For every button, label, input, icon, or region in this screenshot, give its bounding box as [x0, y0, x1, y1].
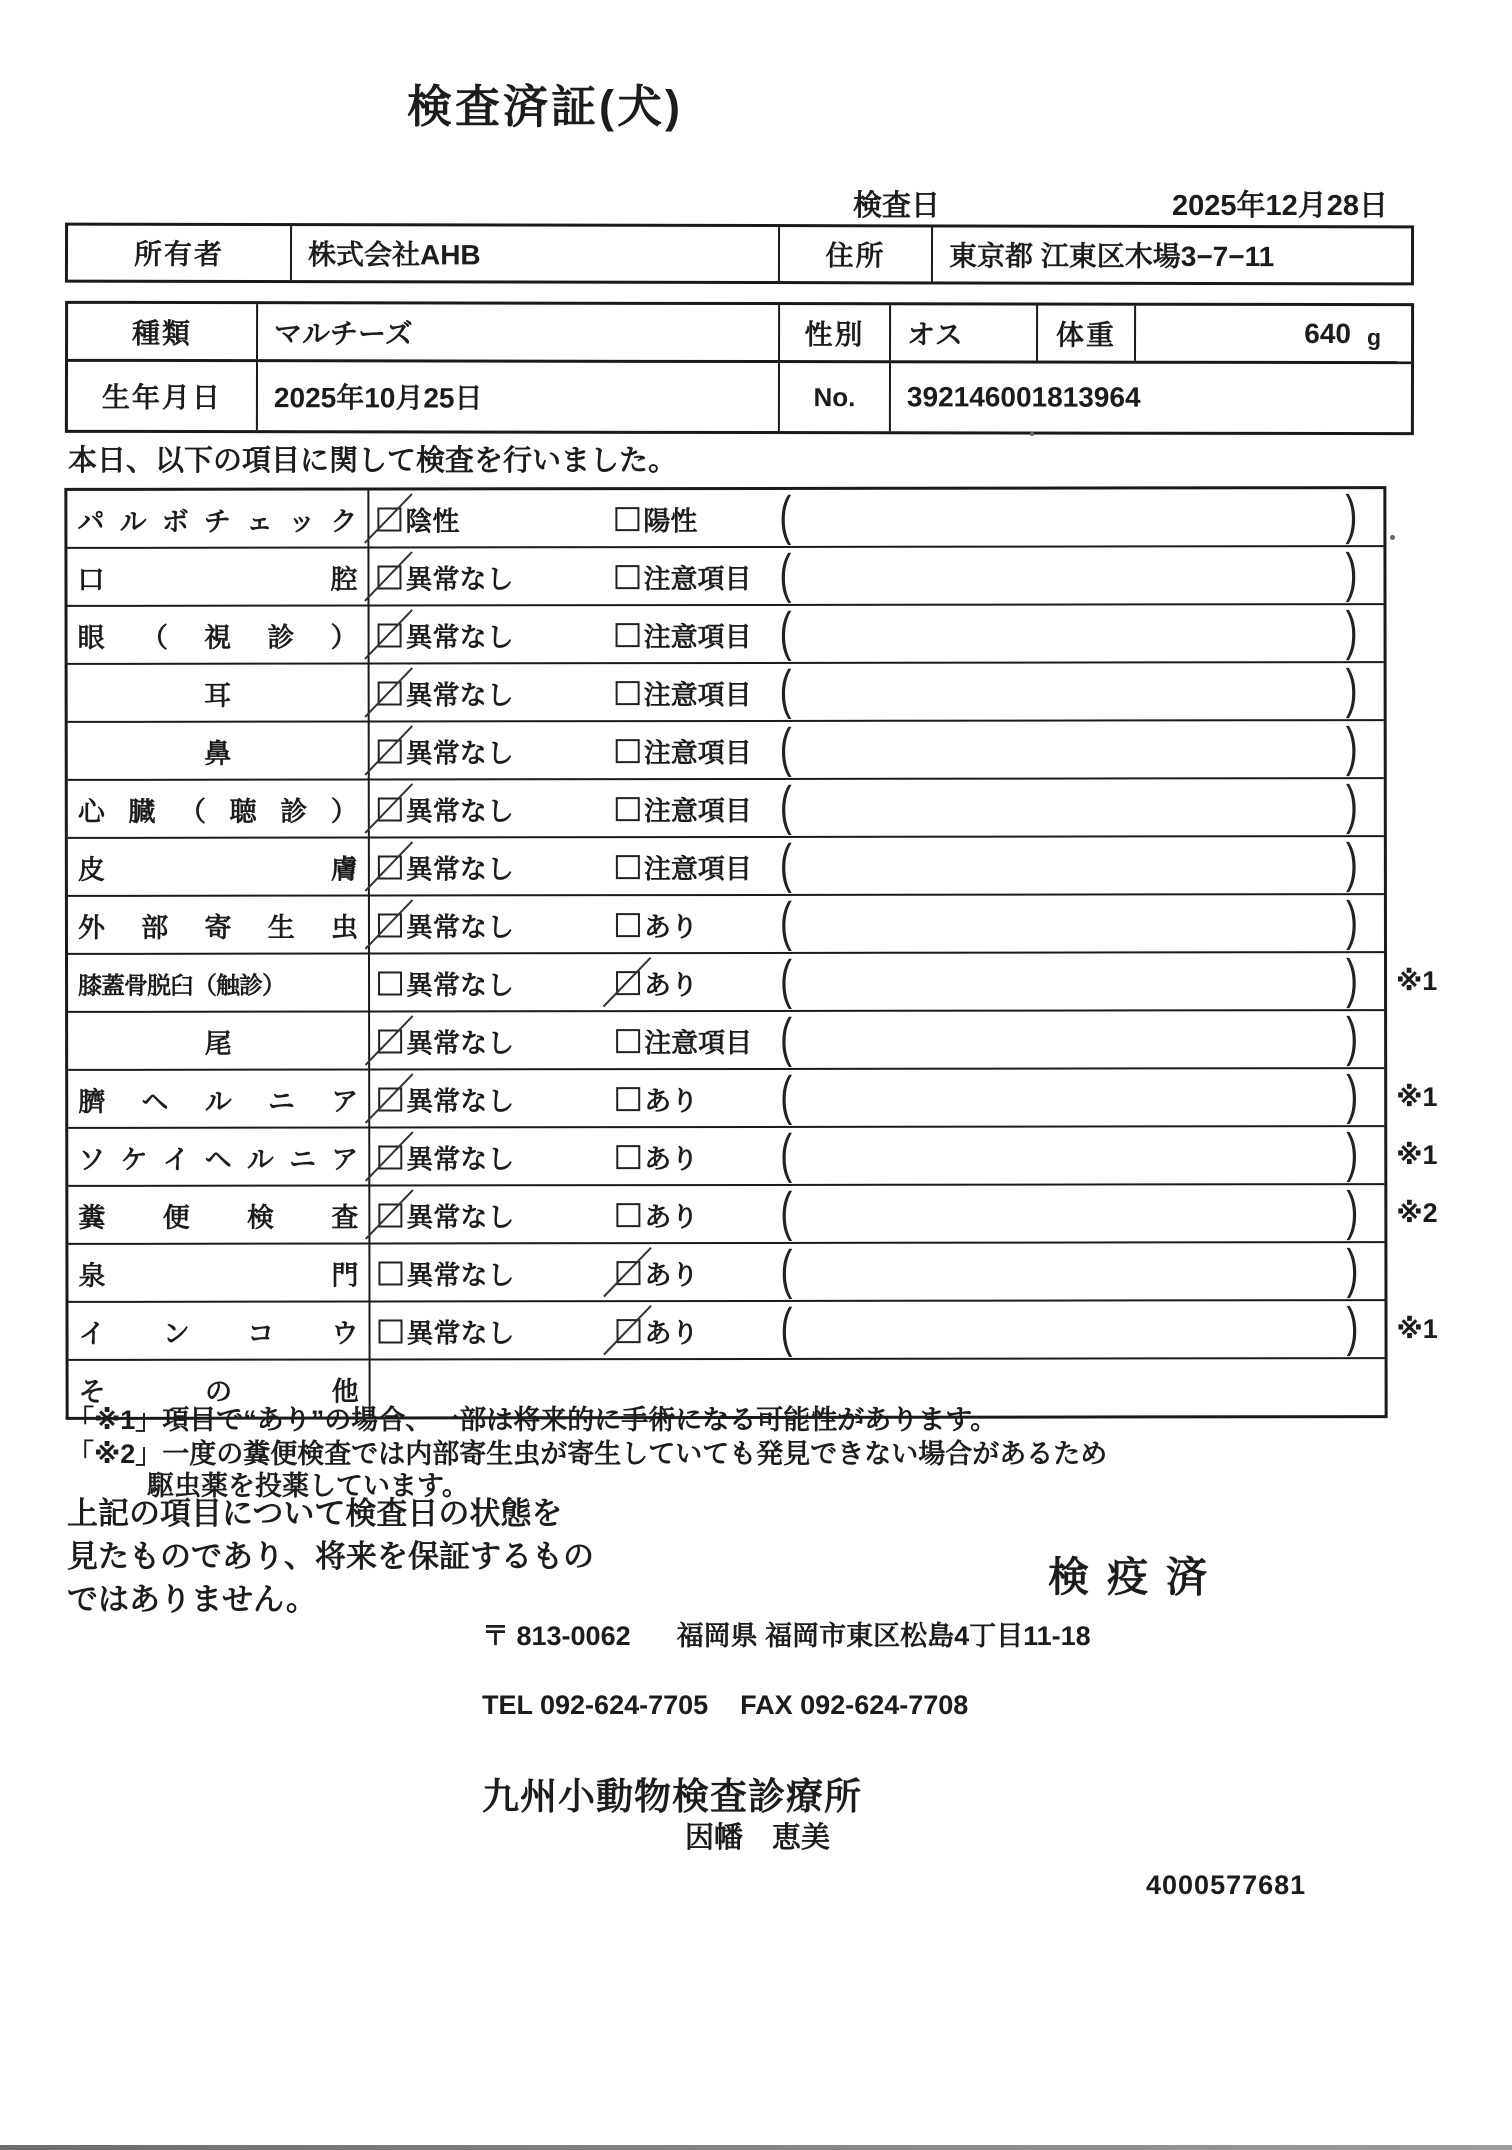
option1-label: 異常なし [405, 795, 514, 826]
option2 [616, 780, 752, 836]
disclaimer-line-2: 見たものであり、将来を保証するもの [67, 1539, 594, 1574]
option1-label: 異常なし [406, 1201, 515, 1232]
option2 [616, 606, 752, 662]
exam-item-label: イ ン コ ウ [68, 1302, 370, 1358]
owner-value: 株式会社AHB [290, 226, 778, 281]
disclaimer [67, 1492, 594, 1621]
option2 [616, 1244, 698, 1300]
option1 [378, 664, 514, 720]
option1-label: 異常なし [406, 1027, 515, 1058]
exam-row [68, 1121, 1438, 1185]
checkbox-option2 [616, 1087, 640, 1111]
option1-label: 異常なし [406, 1085, 515, 1116]
open-paren: ( [779, 716, 792, 778]
option1-label: 異常なし [405, 679, 514, 710]
close-paren: ) [1345, 889, 1358, 952]
exam-table [64, 483, 1438, 1420]
option2-label: 注意項目 [643, 853, 752, 884]
option1 [378, 606, 514, 662]
open-paren: ( [780, 1006, 793, 1068]
option2-label: あり [644, 1317, 699, 1348]
exam-row [68, 715, 1384, 779]
option2 [615, 490, 697, 546]
clinic-tel-line [482, 1690, 968, 1721]
exam-row [68, 1063, 1438, 1127]
option2 [616, 1012, 752, 1068]
option2 [616, 1186, 698, 1242]
close-paren: ) [1345, 947, 1359, 1010]
checkbox-option1 [378, 913, 402, 937]
close-paren: ) [1345, 715, 1358, 778]
exam-note: ※1 [1396, 1139, 1438, 1170]
serial-number: 4000577681 [1146, 1870, 1307, 1900]
birth-label: 生年月日 [101, 381, 222, 414]
sex-label: 性別 [778, 305, 889, 360]
scan-speck [1030, 432, 1034, 436]
exam-item-label: 耳 [68, 664, 370, 720]
exam-row [68, 889, 1384, 953]
examiner-name: 因幡 恵美 [685, 1822, 831, 1854]
close-paren: ) [1346, 1121, 1359, 1184]
footnote-2: 「※2」一度の糞便検査では内部寄生虫が寄生していても発見できない場合があるため [67, 1439, 1108, 1469]
close-paren: ) [1345, 599, 1358, 662]
open-paren: ( [779, 774, 792, 836]
exam-item-label: ソ ケ イ ヘ ル ニ ア [68, 1128, 370, 1184]
exam-row [68, 773, 1384, 837]
option2 [616, 1128, 698, 1184]
exam-row [68, 831, 1384, 895]
exam-options [370, 1063, 1384, 1126]
exam-options [370, 831, 1384, 894]
exam-row [68, 599, 1384, 663]
option1 [378, 1128, 514, 1184]
exam-note: ※1 [1396, 965, 1438, 996]
option1 [378, 1244, 514, 1300]
exam-row [68, 947, 1438, 1011]
open-paren: ( [779, 658, 792, 720]
checkbox-option1 [377, 507, 401, 531]
exam-options [369, 541, 1383, 604]
option2 [616, 1302, 698, 1358]
close-paren: ) [1346, 1179, 1359, 1242]
clinic-address: 福岡県 福岡市東区松島4丁目11-18 [676, 1621, 1091, 1651]
open-paren: ( [779, 890, 792, 952]
option1-label: 異常なし [406, 1317, 515, 1348]
birth-value: 2025年10月25日 [256, 362, 778, 431]
option2 [616, 896, 698, 952]
option2 [616, 838, 752, 894]
checkbox-option2 [616, 739, 640, 763]
checkbox-option1 [378, 797, 402, 821]
sex-value: オス [889, 305, 1036, 360]
disclaimer-line-1: 上記の項目について検査日の状態を [67, 1496, 563, 1531]
option2 [616, 954, 698, 1010]
open-paren: ( [780, 1296, 793, 1358]
checkbox-option2 [616, 681, 640, 705]
open-paren: ( [780, 1064, 793, 1126]
exam-row [67, 541, 1383, 605]
exam-item-label: 外 部 寄 生 虫 [68, 896, 370, 952]
owner-label: 所有者 [133, 238, 225, 270]
option1 [378, 722, 514, 778]
exam-item-label: 泉 門 [68, 1244, 370, 1300]
open-paren: ( [779, 948, 793, 1010]
footnote-1: 「※1」項目で“あり”の場合、一部は将来的に手術になる可能性があります。 [67, 1405, 998, 1435]
exam-item-label: 尾 [68, 1012, 370, 1068]
checkbox-option2 [615, 507, 639, 531]
close-paren: ) [1345, 483, 1358, 546]
owner-table [65, 223, 1414, 286]
checkbox-option2 [616, 1145, 640, 1169]
option2-label: 注意項目 [643, 563, 752, 594]
weight-label: 体重 [1036, 306, 1134, 361]
exam-options [370, 773, 1384, 836]
option1-label: 陰性 [405, 505, 460, 536]
clinic-postal-code: 〒 813-0062 [482, 1621, 631, 1651]
exam-item-label: 糞 便 検 査 [68, 1186, 370, 1242]
option2-label: 注意項目 [643, 621, 752, 652]
checkbox-option2 [616, 855, 640, 879]
option2-label: あり [644, 969, 699, 1000]
clinic-name: 九州小動物検査診療所 [482, 1776, 862, 1817]
exam-options [370, 1121, 1384, 1184]
option1-label: 異常なし [406, 1259, 515, 1290]
address-value: 東京都 江東区木場3−7−11 [931, 227, 1405, 282]
species-label: 種類 [132, 317, 193, 349]
checkbox-option2 [617, 1319, 641, 1343]
checkbox-option1 [378, 1203, 402, 1227]
checkbox-option2 [616, 1029, 640, 1053]
no-label: No. [778, 363, 889, 431]
open-paren: ( [780, 1122, 793, 1184]
exam-item-label: 心 臓 （ 聴 診 ） [68, 780, 370, 836]
close-paren: ) [1345, 541, 1358, 604]
exam-item-label: 膝蓋骨脱臼（触診） [68, 954, 370, 1010]
option1-label: 異常なし [405, 911, 514, 942]
clinic-postal-line [482, 1614, 1091, 1653]
exam-row [68, 1179, 1438, 1243]
close-paren: ) [1345, 657, 1358, 720]
weight-unit: g [1366, 324, 1382, 351]
exam-options [370, 947, 1384, 1010]
option2 [616, 1070, 698, 1126]
exam-row [68, 657, 1384, 721]
intro-text: 本日、以下の項目に関して検査を行いました。 [68, 445, 678, 477]
option1-label: 異常なし [405, 737, 514, 768]
clinic-tel: TEL 092-624-7705 [482, 1690, 709, 1720]
exam-item-label: 眼 （ 視 診 ） [68, 606, 370, 662]
checkbox-option2 [616, 913, 640, 937]
exam-note: ※1 [1396, 1313, 1438, 1344]
open-paren: ( [779, 600, 792, 662]
close-paren: ) [1346, 1063, 1359, 1126]
option1 [378, 954, 514, 1010]
quarantine-stamp: 検疫済 [1048, 1554, 1225, 1600]
exam-options [370, 889, 1384, 952]
exam-options [370, 1005, 1384, 1068]
exam-item-label: 臍 ヘ ル ニ ア [68, 1070, 370, 1126]
checkbox-option2 [616, 1261, 640, 1285]
scan-edge-artifact [0, 2145, 1512, 2150]
exam-row [68, 1237, 1384, 1301]
option2-label: あり [644, 1085, 699, 1116]
option1 [377, 490, 459, 546]
scan-speck [1390, 535, 1395, 540]
option1-label: 異常なし [406, 1143, 515, 1174]
option2-label: あり [643, 911, 698, 942]
option1 [378, 1012, 514, 1068]
checkbox-option2 [616, 971, 640, 995]
checkbox-option1 [378, 681, 402, 705]
option2-label: あり [644, 1259, 699, 1290]
option2 [616, 722, 752, 778]
option1 [377, 548, 513, 604]
checkbox-option2 [615, 565, 639, 589]
animal-table [65, 301, 1414, 435]
exam-note: ※1 [1396, 1081, 1438, 1112]
checkbox-option1 [378, 1145, 402, 1169]
close-paren: ) [1346, 1237, 1359, 1300]
checkbox-option1 [378, 1261, 402, 1285]
checkbox-option2 [616, 1203, 640, 1227]
exam-item-label: そ の 他 [69, 1360, 371, 1416]
option1-label: 異常なし [406, 969, 515, 1000]
option2-label: 注意項目 [644, 1027, 753, 1058]
open-paren: ( [779, 832, 792, 894]
checkbox-option1 [378, 1087, 402, 1111]
option1 [378, 780, 514, 836]
species-value: マルチーズ [256, 304, 778, 360]
option1-label: 異常なし [405, 621, 514, 652]
checkbox-option1 [378, 971, 402, 995]
close-paren: ) [1346, 1005, 1359, 1068]
option2-label: 注意項目 [643, 795, 752, 826]
option2 [615, 548, 751, 604]
exam-item-label: 口 腔 [67, 548, 369, 604]
close-paren: ) [1346, 1295, 1359, 1358]
checkbox-option2 [616, 623, 640, 647]
page-title: 検査済証(犬) [407, 81, 683, 132]
close-paren: ) [1345, 831, 1358, 894]
open-paren: ( [780, 1238, 793, 1300]
open-paren: ( [779, 484, 792, 546]
exam-options [370, 1179, 1384, 1242]
exam-item-label: パ ル ボ チ ェ ッ ク [67, 490, 369, 546]
exam-row [68, 1295, 1438, 1359]
close-paren: ) [1345, 773, 1358, 836]
weight-number: 640 [1304, 317, 1352, 349]
exam-options [370, 1295, 1384, 1358]
checkbox-option1 [377, 565, 401, 589]
option1 [378, 1302, 514, 1358]
option2-label: 注意項目 [643, 737, 752, 768]
exam-row [68, 1005, 1384, 1069]
option1 [378, 1186, 514, 1242]
checkbox-option2 [616, 797, 640, 821]
checkbox-option1 [378, 1029, 402, 1053]
exam-item-label: 鼻 [68, 722, 370, 778]
exam-options [370, 657, 1384, 720]
checkbox-option1 [378, 739, 402, 763]
option1 [378, 1070, 514, 1126]
exam-date-value: 2025年12月28日 [1172, 190, 1389, 222]
address-label: 住所 [778, 227, 931, 281]
exam-options [370, 599, 1384, 662]
option1-label: 異常なし [405, 853, 514, 884]
option1-label: 異常なし [405, 563, 514, 594]
option2-label: 陽性 [643, 505, 698, 536]
no-value: 392146001813964 [889, 363, 1405, 432]
checkbox-option1 [378, 623, 402, 647]
exam-options [370, 715, 1384, 778]
open-paren: ( [779, 542, 792, 604]
disclaimer-line-3: ではありません。 [67, 1582, 317, 1617]
weight-value [1134, 306, 1405, 361]
option2-label: あり [644, 1143, 699, 1174]
option1 [378, 896, 514, 952]
option2-label: あり [644, 1201, 699, 1232]
exam-row [67, 483, 1383, 547]
option1 [378, 838, 514, 894]
exam-options [369, 483, 1383, 546]
open-paren: ( [780, 1180, 793, 1242]
option2-label: 注意項目 [643, 679, 752, 710]
exam-date-label: 検査日 [853, 190, 941, 222]
footnote-3: 駆虫薬を投薬しています。 [147, 1471, 469, 1501]
exam-note: ※2 [1396, 1197, 1438, 1228]
checkbox-option1 [379, 1319, 403, 1343]
checkbox-option1 [378, 855, 402, 879]
clinic-fax: FAX 092-624-7708 [740, 1690, 969, 1720]
exam-item-label: 皮 膚 [68, 838, 370, 894]
exam-options [370, 1237, 1384, 1300]
option2 [616, 664, 752, 720]
